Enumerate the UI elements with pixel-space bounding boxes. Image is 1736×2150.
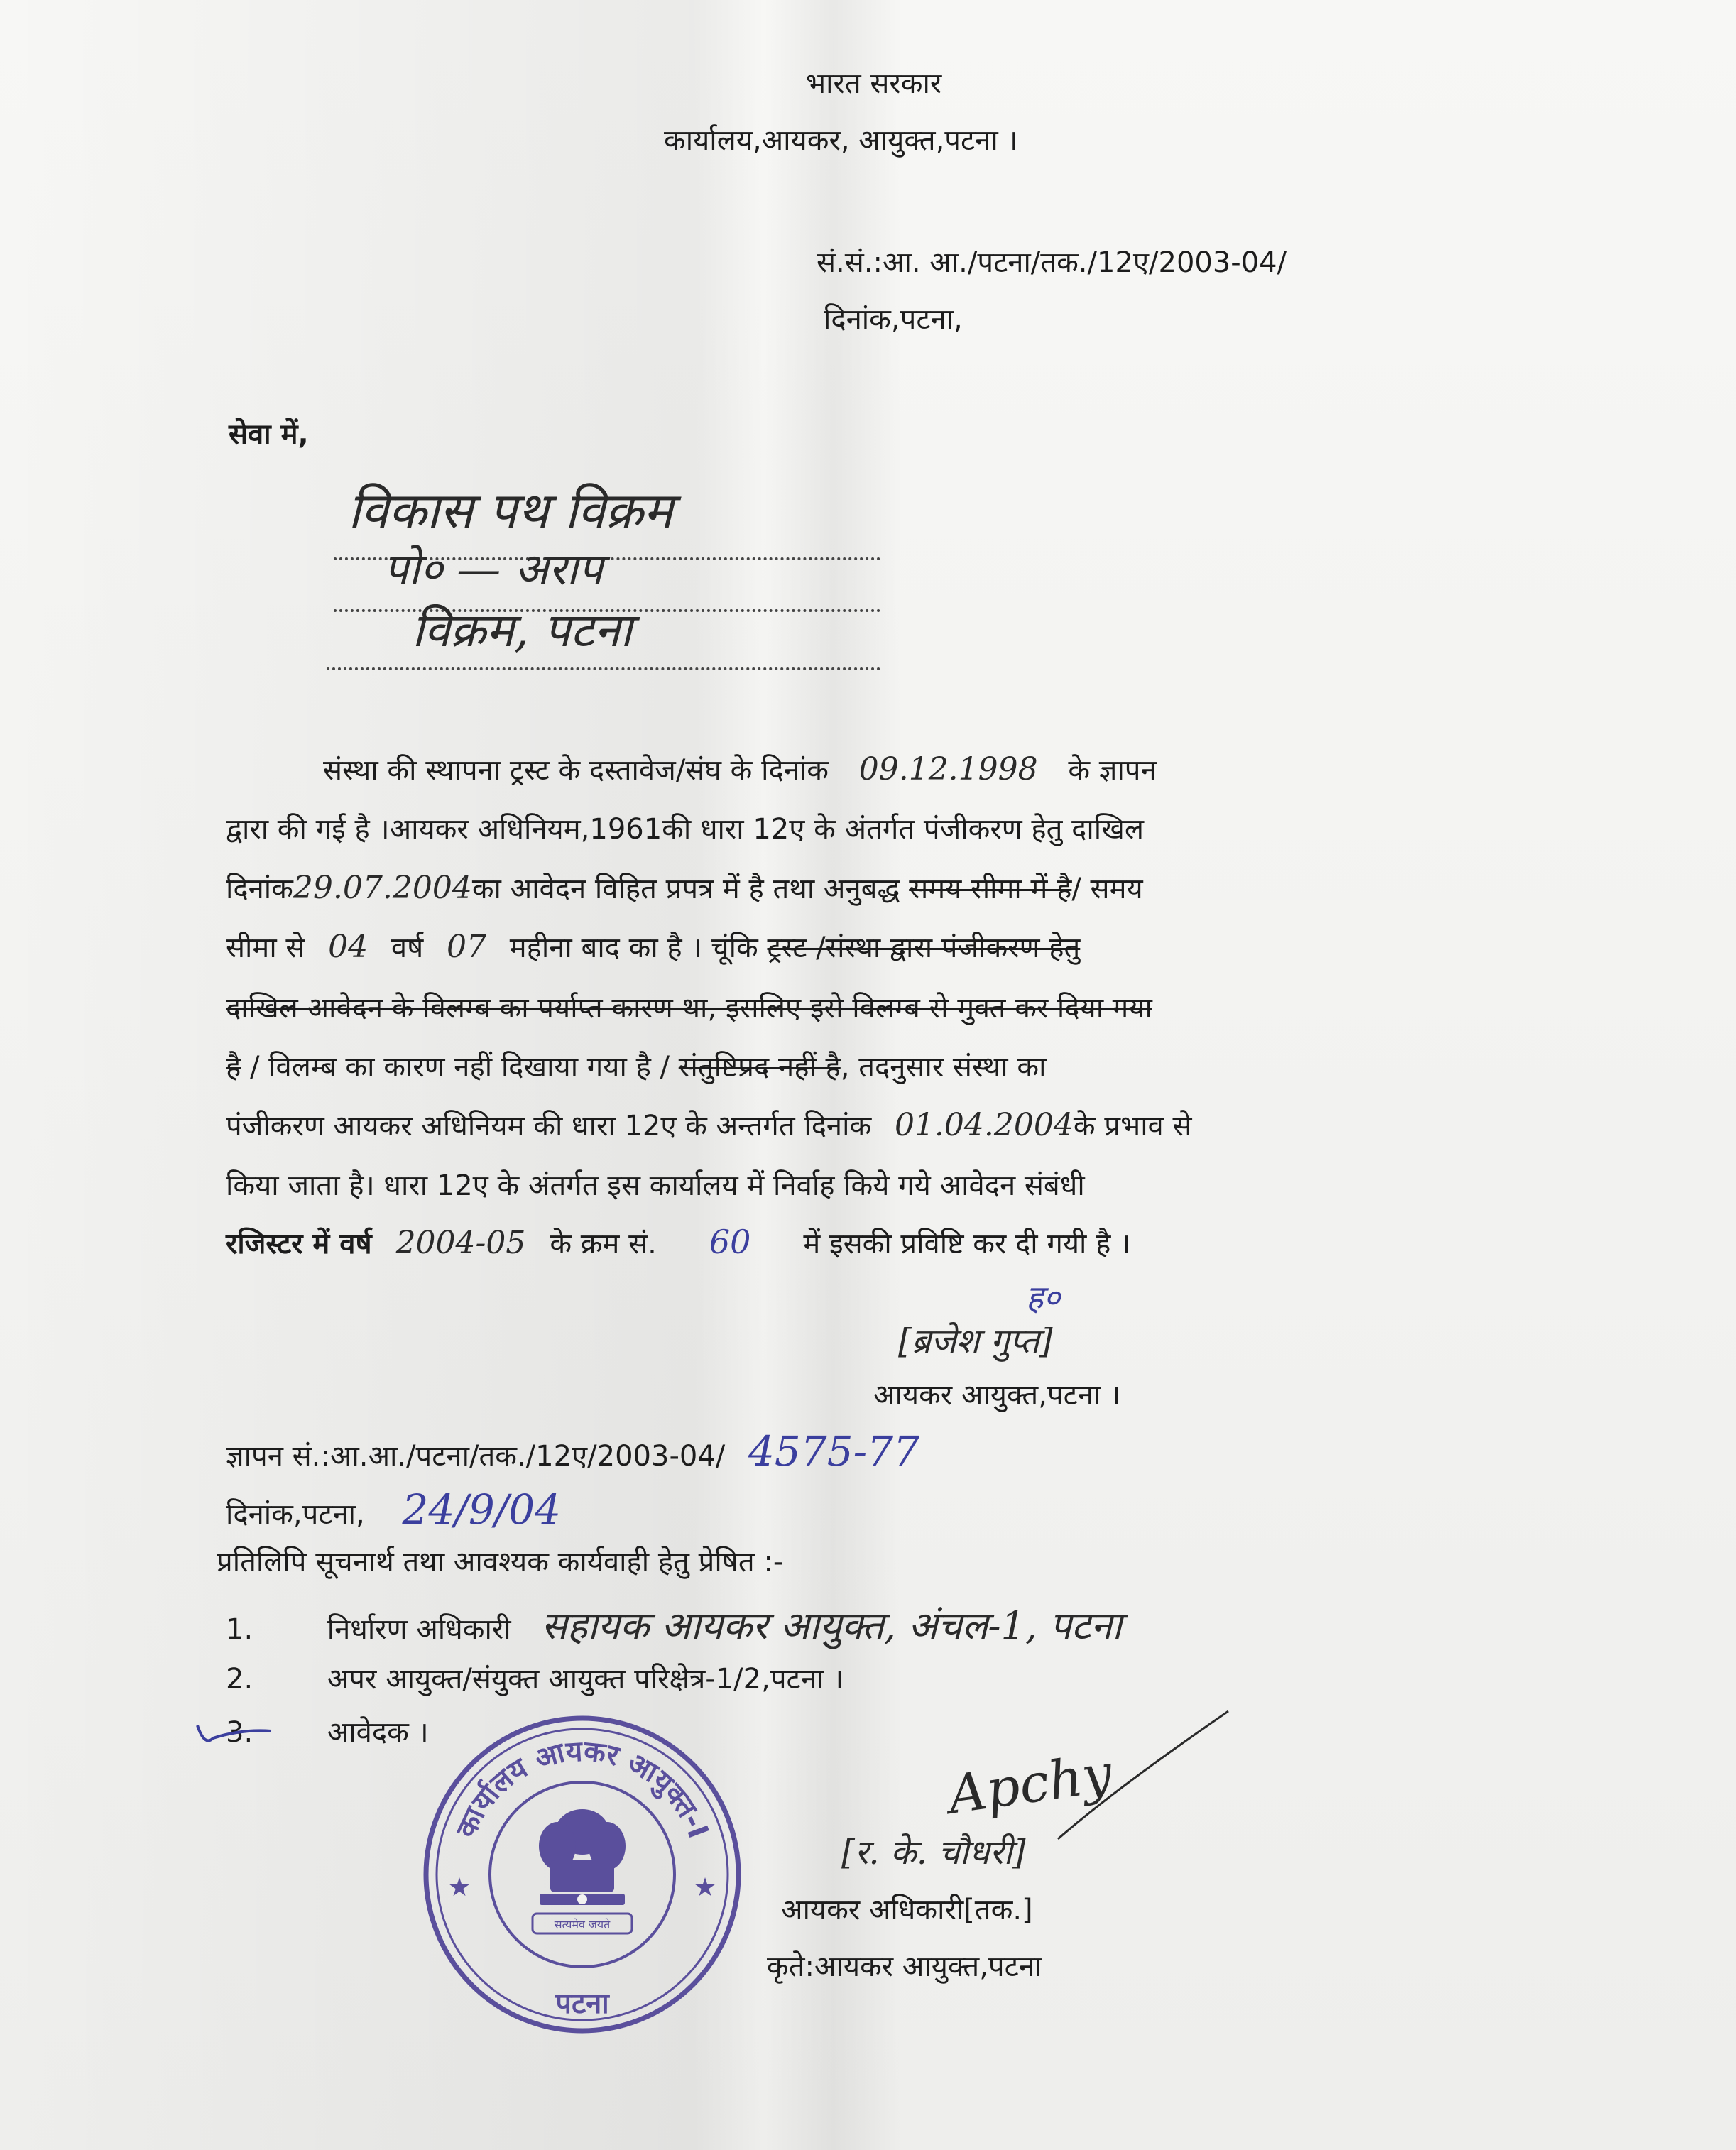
memo-date-handwritten: 24/9/04 xyxy=(402,1485,562,1534)
memo-date xyxy=(226,1485,561,1534)
body-text: महीना बाद का है । चूंकि xyxy=(509,932,758,964)
body-line-6 xyxy=(226,1046,1046,1085)
application-date: 29.07.2004 xyxy=(293,870,472,906)
body-text: / समय xyxy=(1071,873,1143,905)
item-number: 1. xyxy=(226,1613,253,1646)
tick-mark-icon xyxy=(192,1711,277,1754)
reference-number: सं.सं.:आ. आ./पटना/तक./12ए/2003-04/ xyxy=(817,246,1287,279)
delay-months: 07 xyxy=(446,929,486,965)
office-stamp xyxy=(415,1708,749,2041)
body-text: सीमा से xyxy=(226,932,305,964)
body-text: में इसकी प्रविष्टि कर दी गयी है । xyxy=(803,1228,1131,1260)
body-line-8: किया जाता है। धारा 12ए के अंतर्गत इस कार्यालय में निर्वाह किये गये आवेदन संबंधी xyxy=(226,1169,1085,1202)
signature-initial: ह० xyxy=(1026,1278,1061,1316)
copy-forward-line: प्रतिलिपि सूचनार्थ तथा आवश्यक कार्यवाही हेतु प्रेषित :- xyxy=(217,1546,784,1578)
header-government: भारत सरकार xyxy=(806,67,942,100)
item-text: निर्धारण अधिकारी xyxy=(327,1613,511,1646)
item-handwritten: सहायक आयकर आयुक्त, अंचल-1, पटना xyxy=(541,1603,1123,1648)
body-text: रजिस्टर में वर्ष xyxy=(226,1228,372,1260)
stamp-motto: सत्यमेव जयते xyxy=(554,1918,611,1931)
commissioner-name: [ब्रजेश गुप्त] xyxy=(898,1321,1053,1361)
body-text: , तदनुसार संस्था का xyxy=(840,1051,1047,1084)
item-number: 2. xyxy=(226,1663,253,1696)
memo-number-handwritten: 4575-77 xyxy=(748,1427,919,1475)
struck-text: है xyxy=(226,1051,241,1084)
commissioner-designation: आयकर आयुक्त,पटना । xyxy=(873,1379,1121,1412)
establishment-date: 09.12.1998 xyxy=(858,751,1038,787)
stamp-top-text: कार्यालय आयकर आयुक्त-I xyxy=(449,1735,715,1843)
body-line-7 xyxy=(226,1105,1192,1144)
address-line-1: विकास पथ विक्रम xyxy=(348,481,673,540)
body-line-2: द्वारा की गई है ।आयकर अधिनियम,1961की धारा 12ए के अंतर्गत पंजीकरण हेतु दाखिल xyxy=(226,813,1144,846)
effective-date: 01.04.2004 xyxy=(894,1107,1074,1143)
body-text: के ज्ञापन xyxy=(1068,754,1157,787)
struck-text: संतुष्टिप्रद नहीं है xyxy=(678,1051,841,1084)
struck-text: ट्रस्ट /संस्था द्वारा पंजीकरण हेतु xyxy=(767,932,1081,964)
item-text: आवेदक । xyxy=(327,1716,429,1749)
delay-years: 04 xyxy=(328,929,369,965)
address-line-2: पो० — अराप xyxy=(383,543,603,595)
register-year: 2004-05 xyxy=(395,1225,526,1261)
stamp-star-left: ★ xyxy=(447,1873,471,1902)
memo-number xyxy=(226,1427,919,1475)
copy-item-2 xyxy=(226,1658,844,1697)
copy-item-1 xyxy=(226,1598,1122,1650)
body-text: दिनांक xyxy=(226,873,293,905)
struck-text: समय सीमा में है xyxy=(909,873,1072,905)
officer-signature-scrawl: Apchy xyxy=(944,1742,1116,1826)
header-office: कार्यालय,आयकर, आयुक्त,पटना । xyxy=(664,124,1018,157)
stamp-star-right: ★ xyxy=(693,1873,717,1902)
address-line-3: विक्रम, पटना xyxy=(412,603,633,657)
body-line-9 xyxy=(226,1223,1130,1262)
officer-on-behalf: कृते:आयकर आयुक्त,पटना xyxy=(767,1950,1042,1983)
item-text: अपर आयुक्त/संयुक्त आयुक्त परिक्षेत्र-1/2,पटना । xyxy=(327,1663,844,1696)
address-dots-3 xyxy=(327,667,880,670)
body-text: वर्ष xyxy=(391,932,424,964)
body-text: पंजीकरण आयकर अधिनियम की धारा 12ए के अन्तर्गत दिनांक xyxy=(226,1110,872,1142)
national-emblem-icon xyxy=(539,1809,626,1905)
memo-date-label: दिनांक,पटना, xyxy=(226,1498,365,1531)
body-line-4 xyxy=(226,927,1080,966)
officer-designation: आयकर अधिकारी[तक.] xyxy=(781,1894,1033,1926)
salutation: सेवा में, xyxy=(229,418,309,451)
stamp-bottom-text: पटना xyxy=(555,1987,609,2020)
officer-name: [र. के. चौधरी] xyxy=(841,1833,1026,1872)
body-line-5: दाखिल आवेदन के विलम्ब का पर्याप्त कारण था, इसलिए इसे विलम्ब से मुक्त कर दिया गया xyxy=(226,992,1152,1025)
signature-flourish-icon xyxy=(1051,1704,1235,1846)
serial-number: 60 xyxy=(709,1223,751,1261)
body-text: का आवेदन विहित प्रपत्र में है तथा अनुबद्ध xyxy=(471,873,900,905)
body-line-1 xyxy=(323,749,1157,788)
body-text: संस्था की स्थापना ट्रस्ट के दस्तावेज/संघ के दिनांक xyxy=(323,754,829,787)
item-number: 3. xyxy=(226,1716,253,1749)
body-text: के प्रभाव से xyxy=(1073,1110,1192,1142)
memo-number-text: ज्ञापन सं.:आ.आ./पटना/तक./12ए/2003-04/ xyxy=(226,1440,726,1473)
body-text: / विलम्ब का कारण नहीं दिखाया गया है / xyxy=(249,1051,670,1084)
reference-date: दिनांक,पटना, xyxy=(824,303,963,336)
body-text: के क्रम सं. xyxy=(550,1228,657,1260)
body-line-3 xyxy=(226,868,1143,907)
